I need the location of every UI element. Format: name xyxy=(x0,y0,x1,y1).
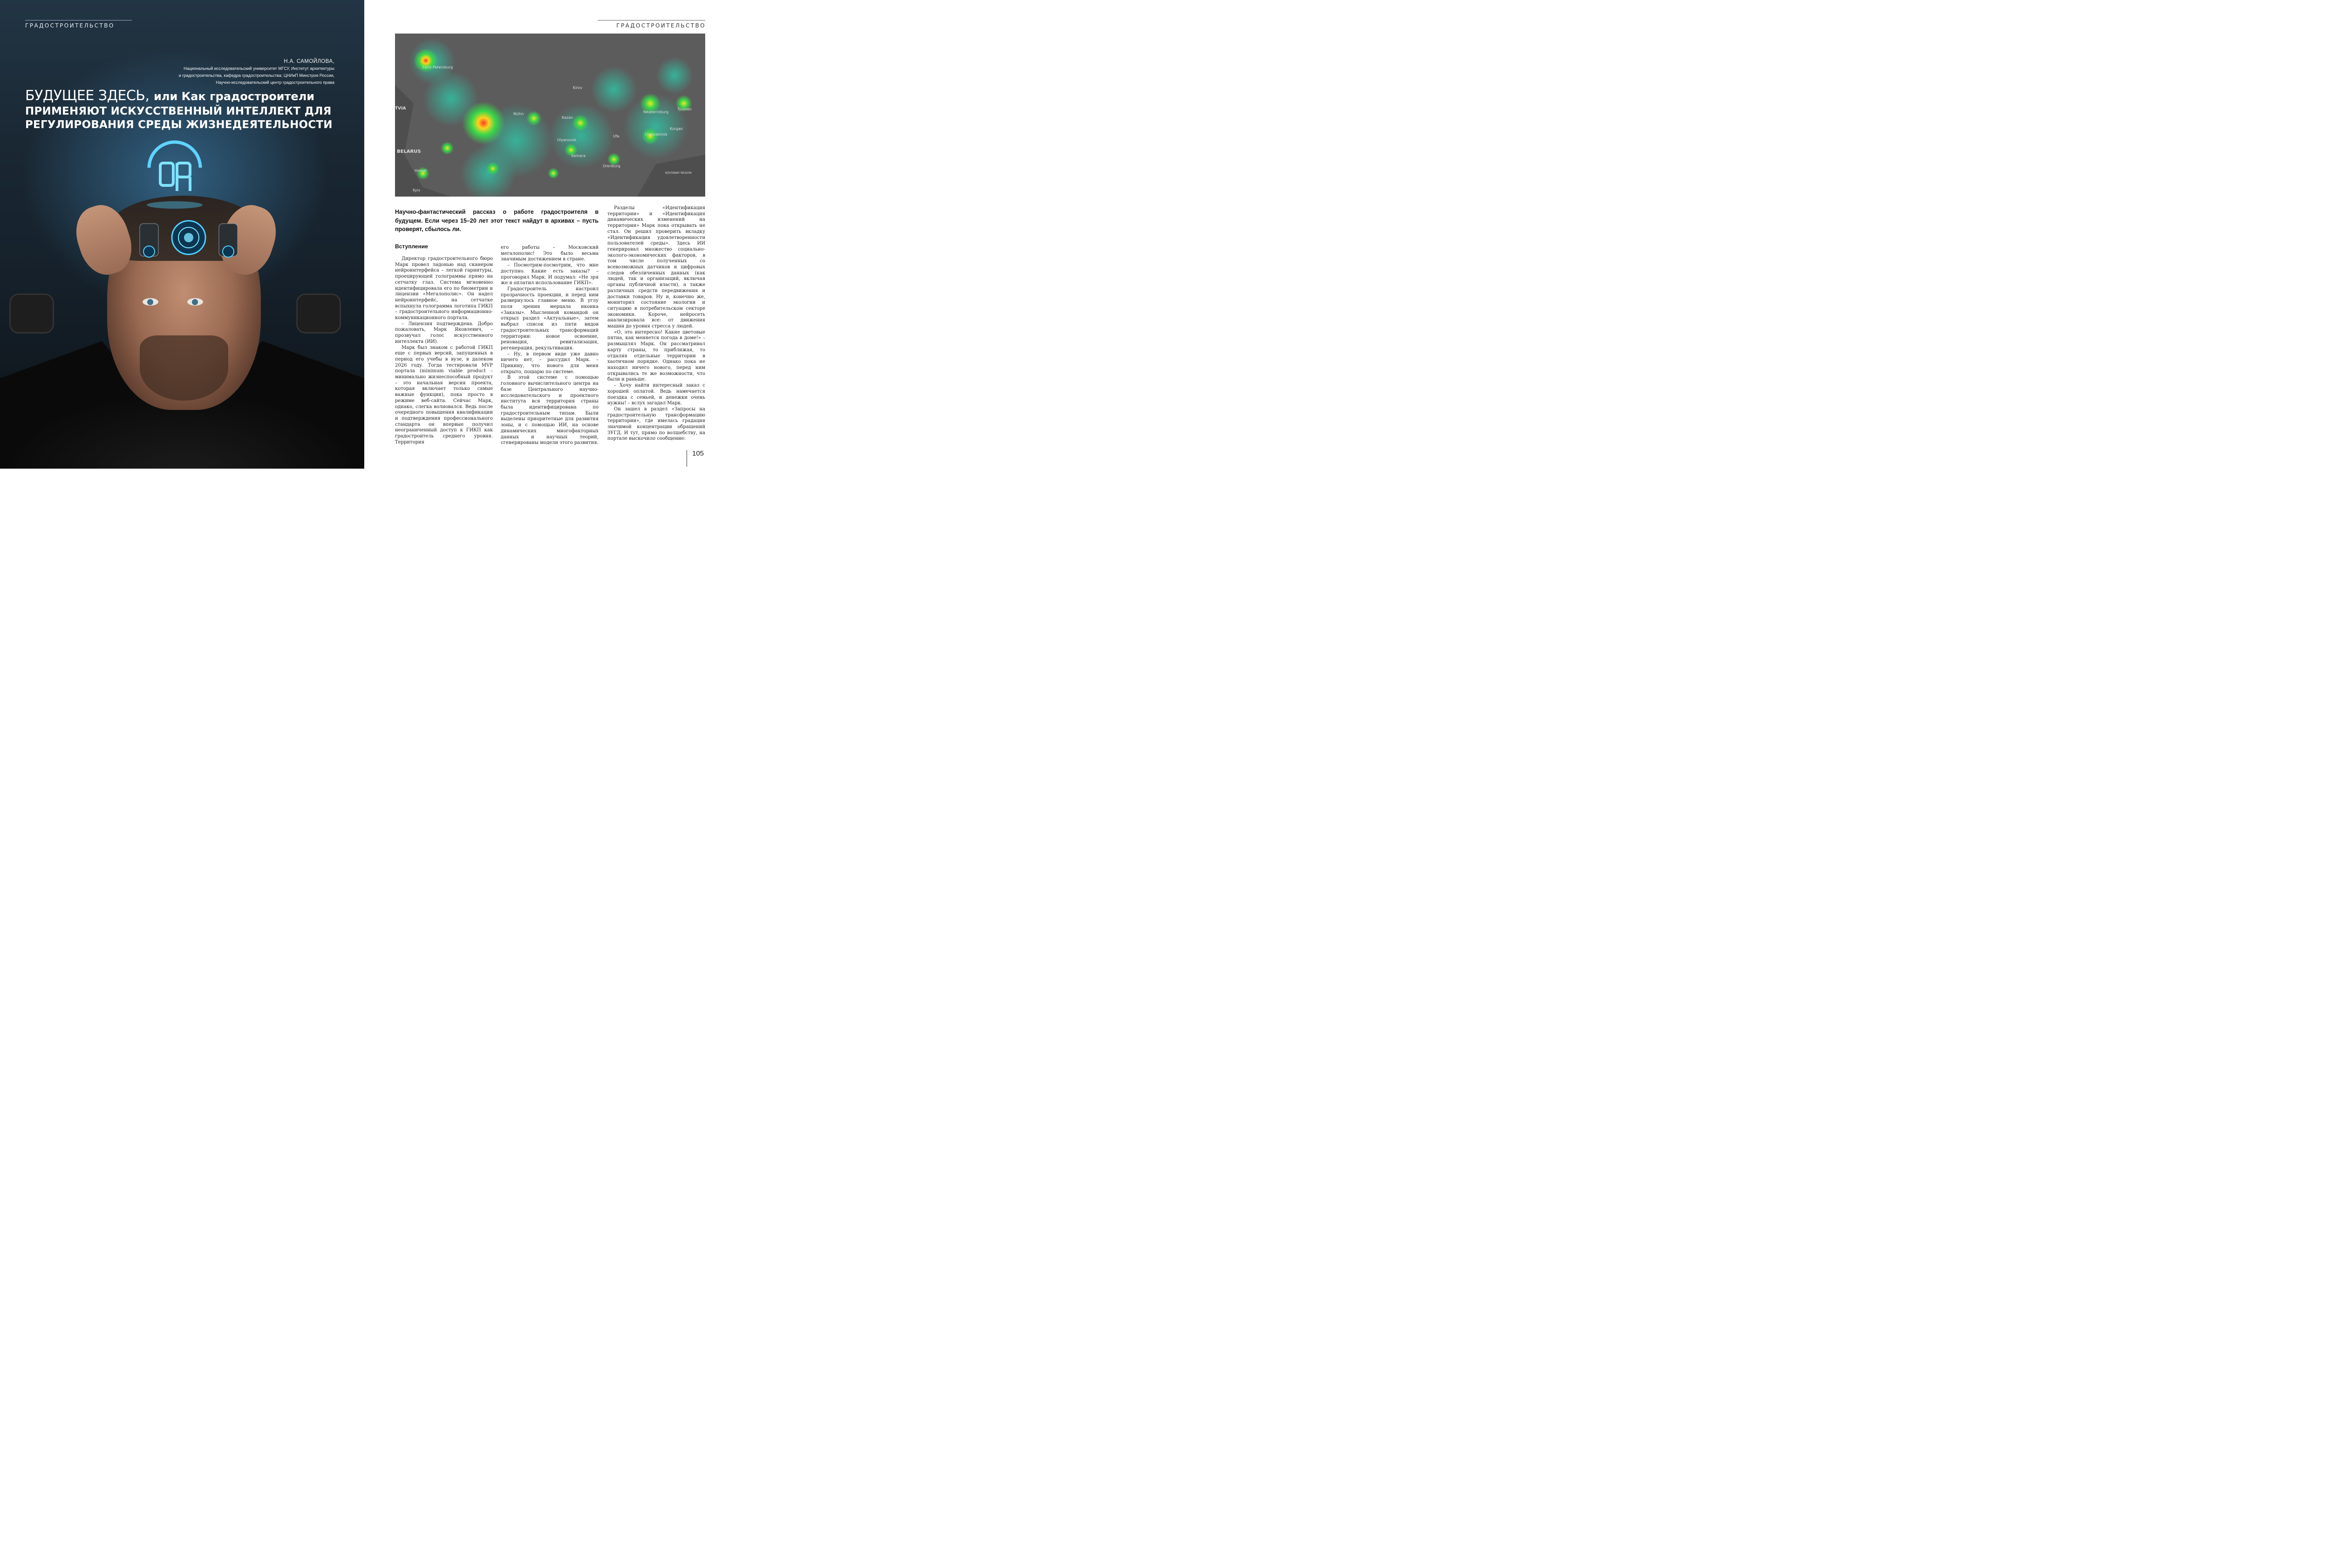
night-lights-map xyxy=(395,34,705,197)
affiliation-line: и градостроительства, кафедра градостроительства; ЦНИиП Минстроя России, xyxy=(178,73,334,78)
title-line-3: РЕГУЛИРОВАНИЯ СРЕДЫ ЖИЗНЕДЕЯТЕЛЬНОСТИ xyxy=(25,119,333,131)
title-bold-part: или Как градостроители xyxy=(154,90,315,103)
paragraph: «О, это интересно! Какие цветовые пятна, как меняется погода в доме!» – размышлял Марк. Он рассматривал карту страны, то приближая, то отдаляя отдельные территории в хаотичном порядке. Однако пока не находил ничего нового, перед ним открывались те же возможности, что были и раньше. xyxy=(607,329,705,382)
section-heading: Вступление xyxy=(395,243,428,250)
map-label-kirov: Kirov xyxy=(573,86,583,90)
text-column-1 xyxy=(395,256,493,446)
map-label-orenburg: Orenburg xyxy=(603,164,620,168)
map-label-samara: Samara xyxy=(571,154,586,158)
map-label-chelyabinsk: Chelyabinsk xyxy=(645,132,667,136)
right-page xyxy=(364,0,723,469)
map-label-nizhny: Nizhn xyxy=(513,112,524,116)
paragraph: Директор градостроительного бюро Марк провел ладонью над сканером нейроинтерфейса – легкой гарнитуры, проецирующей голограммы прямо на сетчатку глаз. Система мгновенно идентифицировала его по биометрии и лицензии «Мегалополис». Он надел нейроинтерфейс, на сетчатке вспыхнула голограмма логотипа ГИКП – градостроительного информационно-коммуникационного портала. xyxy=(395,256,493,321)
page-number: 105 xyxy=(692,450,704,457)
map-label-kostanay: KOSTANAY REGION xyxy=(665,171,692,175)
author-block xyxy=(139,59,334,86)
map-label-homel: Homel xyxy=(415,169,427,173)
paragraph: Разделы «Идентификация территории» и «Идентификация динамических изменений на территории» Марк пока открывать не стал. Он решил проверить вкладку «Идентификация удовлетворенности пользователей среды». Здесь ИИ генерировал множество социально-эколого-экономических факторов, в том числе полученных со всевозможных датчиков и цифровых следов обезличенных данных (как людей, так и организаций, включая органы публичной власти), а также различных средств передвижения и доставки товаров. Ну и, конечно же, мониторил состояние экологии и ситуацию в потребительском секторе экономики. Короче, нейросеть анализировала все: от движения машин до уровня стресса у людей. xyxy=(607,205,705,329)
affiliation-line: Национальный исследовательский университет МГСУ, Институт архитектуры xyxy=(184,66,334,71)
beard-illustration xyxy=(140,335,228,401)
map-label-tyumen: Tyumen xyxy=(677,107,692,111)
wristwatch-left xyxy=(9,293,54,334)
map-label-kyiv: Kyiv xyxy=(413,188,421,192)
map-label-belarus: BELARUS xyxy=(397,149,421,154)
map-label-ufa: Ufa xyxy=(613,134,620,138)
left-page xyxy=(0,0,364,469)
map-label-ekaterinburg: Yekaterinburg xyxy=(643,110,669,114)
map-label-saint-petersburg: Saint Petersburg xyxy=(422,65,453,69)
map-label-kurgan: Kurgan xyxy=(670,127,683,131)
article-title xyxy=(25,88,347,132)
text-column-2 xyxy=(501,245,599,446)
paragraph: Градостроитель настроил прозрачность проекции, и перед ним развернулось главное меню. В углу поля зрения мерцала иконка «Заказы». Мысленной командой он открыл раздел «Актуальные», затем выбрал список из пяти видов градостроительных трансформаций территории: новое освоение, реновация, ревитализация, регенерация, рекультивация. xyxy=(501,286,599,351)
paragraph: – Ну, в первом виде уже давно ничего нет, – рассудил Марк. – Прикину, что нового для меня открыто, пошарю по системе. xyxy=(501,351,599,375)
map-label-ulyanovsk: Ulyanovsk xyxy=(557,138,577,142)
map-heat-layer xyxy=(395,34,705,197)
title-line-1 xyxy=(25,88,347,105)
rubric-right: ГРАДОСТРОИТЕЛЬСТВО xyxy=(616,22,706,29)
paragraph: – Лицензия подтверждена. Добро пожаловать, Марк Яковлевич, – прозвучал голос искусственного интеллекта (ИИ). xyxy=(395,321,493,344)
gikp-logo-icon xyxy=(140,135,210,210)
title-light-part: БУДУЩЕЕ ЗДЕСЬ, xyxy=(25,88,150,104)
neuro-headset-icon xyxy=(135,214,242,261)
paragraph: Марк был знаком с работой ГИКП еще с первых версий, запущенных в период его учебы в вузе, в далеком 2026 году. Тогда тестировали MVP портала (minimum viable product – минимально жизнеспособный продукт – это начальная версия проекта, которая включает только самые важные функции), пока просто в режиме веб-сайта. Сейчас Марк, однако, слегка волновался. Ведь после очередного повышения квалификации и подтверждения профессионального стандарта он впервые получил неограниченный доступ к ГИКП как градостроитель среднего уровня. Территория xyxy=(395,345,493,445)
text-column-3 xyxy=(607,205,705,442)
paragraph: – Посмотрим-посмотрим, что мне доступно. Какие есть заказы? – проговорил Марк. И подумал: «Не зря же я оплатил использование ГИКП». xyxy=(501,263,599,286)
map-label-latvia: TVIA xyxy=(395,106,406,111)
eye-right xyxy=(187,298,203,306)
author-affiliation xyxy=(139,65,334,86)
eye-left xyxy=(143,298,158,306)
paragraph: его работы – Московский мегалополис! Это было весьма значимым достижением в стране. xyxy=(501,245,599,262)
paragraph: – Хочу найти интересный заказ с хорошей оплатой. Ведь намечается поездка с семьей, и денежки очень нужны! – вслух загадал Марк. xyxy=(607,383,705,406)
wristwatch-right xyxy=(296,293,341,334)
map-label-kazan: Kazan xyxy=(562,116,573,120)
article-lead: Научно-фантастический рассказ о работе градостроителя в будущем. Если через 15–20 лет этот текст найдут в архивах – пусть проверят, сбылось ли. xyxy=(395,209,599,232)
title-line-2: ПРИМЕНЯЮТ ИСКУССТВЕННЫЙ ИНТЕЛЛЕКТ ДЛЯ xyxy=(25,105,332,117)
affiliation-line: Научно-исследовательский центр градостроительного права xyxy=(216,80,334,85)
paragraph: Он зашел в раздел «Запросы на градостроительную трансформацию территории», где имелась градация значимой концентрации обращений ЗУГД. И тут, прямо по волшебству, на портале выскочило сообщение: xyxy=(607,406,705,442)
paragraph: В этой системе с помощью головного вычислительного центра на базе Центрального научно-исследовательского и проектного института вся территория страны была идентифицирована по градостроительным типам. Были выделены приоритетные для развития зоны, и с помощью ИИ, на основе динамических многофакторных данных и научных теорий, сгенерированы модели этого развития. xyxy=(501,375,599,446)
author-name: Н.А. САМОЙЛОВА, xyxy=(284,59,334,64)
rubric-left: ГРАДОСТРОИТЕЛЬСТВО xyxy=(25,22,115,29)
